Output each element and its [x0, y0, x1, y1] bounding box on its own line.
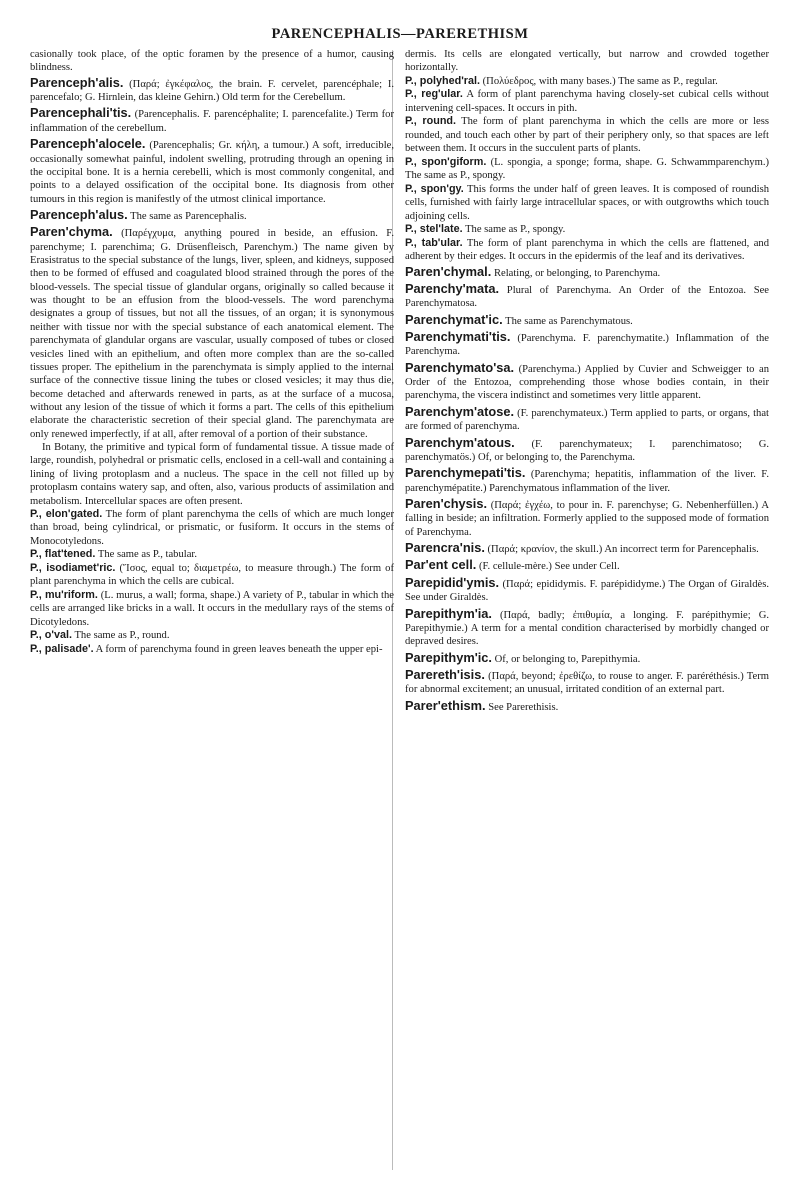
dictionary-entry [30, 224, 394, 441]
dictionary-entry [405, 667, 769, 697]
headword: Parencephali'tis. [30, 105, 132, 121]
headword: Parepithym'ia. [405, 605, 492, 621]
headword: Parenchymat'ic. [405, 311, 503, 327]
dictionary-entry [405, 575, 769, 605]
dictionary-entry [405, 606, 769, 649]
headword: Parer'ethism. [405, 697, 486, 713]
definition: The form of plant parenchyma the cells of which are much longer than broad, being cylindrical, or prismatic, or fusiform. It occurs in the stems of Monocotyledons. [30, 508, 394, 547]
right-column [405, 48, 769, 714]
definition: (Parencephalis; Gr. κήλη, a tumour.) A soft, irreducible, occasionally somewhat painful, indolent swelling, protruding through an opening in the occipital bone. It is a hernia cerebelli, which is most commonly congenital, and points to a delayed ossification of the occipital bone. Its diagnosis from other tumours in this region is manifestly of the utmost clinical importance. [30, 140, 394, 205]
definition: The same as Parenchymatous. [505, 315, 633, 327]
definition: (L. spongia, a sponge; forma, shape. G. Schwammparenchym.) The same as P., spongy. [405, 156, 769, 182]
definition: (F. parenchymateux.) Term applied to parts, or organs, that are formed of parenchyma. [405, 407, 769, 433]
definition: (Parenchyma.) Applied by Cuvier and Schweigger to an Order of the Entozoa, comprehending those whose bodies contain, in their parenchyma, the viscera indistinct and sometimes very little apparent. [405, 363, 769, 402]
sub-entry [405, 75, 769, 89]
paragraph: In Botany, the primitive and typical form of fundamental tissue. A tissue made of large, roundish, polyhedral or prismatic cells, enclosed in a cell-wall and containing a lining of living protoplasm and a nucleus. The space in the cell not filled up by protoplasm contains watery sap, and often, also, various products of assimilation and metabolism. Intercellular spaces are often present. [30, 442, 394, 507]
headword: Par'ent cell. [405, 557, 477, 573]
headword: Parenceph'alus. [30, 206, 128, 222]
definition: (Parenchyma; hepatitis, inflammation of the liver. F. parenchymépatite.) Parenchymatous inflammation of the liver. [405, 469, 769, 494]
definition: (Παρά; ἐγχέω, to pour in. F. parenchyse; G. Nebenherfüllen.) A falling in beside; an infiltration. Formerly applied to the supposed mode of formation of Parenchyma. [405, 500, 769, 538]
dictionary-entry [405, 404, 769, 434]
definition: (Παρά; epididymis. F. parépididyme.) The Organ of Giraldès. See under Giraldès. [405, 578, 769, 604]
sub-entry [405, 88, 769, 115]
headword: P., palisade'. [30, 642, 94, 655]
dictionary-entry [30, 105, 394, 135]
definition: The same as P., spongy. [465, 224, 566, 235]
dictionary-entry [405, 465, 769, 495]
sub-entry [30, 508, 394, 548]
headword: Parenceph'alocele. [30, 136, 146, 152]
headword: P., flat'tened. [30, 548, 96, 561]
dictionary-entry [405, 435, 769, 465]
headword: P., stel'late. [405, 223, 463, 235]
definition: A form of parenchyma found in green leaves beneath the upper epi- [95, 643, 383, 655]
dictionary-entry [405, 650, 769, 666]
sub-entry [405, 183, 769, 223]
definition: (Parenchyma. F. parenchymatite.) Inflammation of the Parenchyma. [405, 333, 769, 358]
sub-entry [405, 115, 769, 155]
continued-text: casionally took place, of the optic foramen by the presence of a humor, causing blindness. [30, 49, 394, 74]
headword: P., reg'ular. [405, 88, 463, 101]
definition: (Παρέγχυμα, anything poured in beside, an effusion. F. parenchyme; I. parenchima; G. Drüsenfleisch, Parenchym.) The name given by Erasistratus to the special substance of the lungs, liver, spleen, and kidneys, supposed then to be formed of effused and coagulated blood strained through the pores of the blood-vessels. The special tissue of glandular organs, originally so called because it was thought to be an effusion from the blood-vessels. The word parenchyma designates a group of tissues, but not all the tissues, of an organ; it is synonymous neither with tissue nor with the special substance of each anatomical element. The parenchymata of glandular organs are vascular, usually composed of tubes or closed vesicles lined with an epithelium, and often more complex than are the so-called tissues proper. The epithelium in the parenchymata is simply applied to the internal surface of the connective tissue lining the tubes or closed vesicles; it may thus die, become detached and afterwards renewed in parts, as at the surface of a mucosa, without any lesion of the tissue of which it forms a part. The cells of this epithelium elaborate the characteristic secretion of their special gland. The parenchymata are only renewed imperfectly, if at all, after removal of a portion of their substance. [30, 228, 394, 440]
continued-text: dermis. Its cells are elongated vertically, but narrow and crowded together horizontally. [405, 49, 769, 74]
definition: (F. cellule-mère.) See under Cell. [478, 561, 620, 573]
definition: The form of plant parenchyma in which the cells are flattened, and adherent by their edges. It occurs in the epidermis of the leaf and its derivatives. [405, 237, 769, 263]
sub-entry [30, 629, 394, 643]
definition: (Παρά; ἐγκέφαλος, the brain. F. cervelet, parencéphale; I. parencefalo; G. Hirnlein, das kleine Gehirn.) Old term for the Cerebellum. [30, 78, 394, 104]
headword: P., isodiamet'ric. [30, 561, 116, 574]
headword: Paren'chymal. [405, 263, 492, 279]
headword: Parenchym'atous. [405, 434, 515, 450]
definition: (F. parenchymateux; I. parenchimatoso; G. parenchymatös.) Of, or belonging to, the Parenchyma. [405, 438, 770, 463]
dictionary-entry [405, 698, 769, 714]
dictionary-entry [405, 312, 769, 328]
dictionary-entry [405, 540, 769, 556]
definition: (Παρά, badly; ἐπιθυμία, a longing. F. parépithymie; G. Parepithymie.) A term for a mental condition characterised by morbidly changed or depraved desires. [405, 609, 769, 648]
dictionary-entry [405, 557, 769, 573]
headword: Parenchy'mata. [405, 280, 500, 296]
headword: P., spon'gy. [405, 182, 464, 195]
headword: Parenceph'alis. [30, 74, 124, 90]
definition: The same as P., tabular. [97, 549, 197, 561]
headword: Parencra'nis. [405, 540, 485, 556]
sub-entry [405, 156, 769, 183]
headword: Parenchymati'tis. [405, 329, 511, 345]
headword: P., o'val. [30, 629, 72, 642]
headword: Parepithym'ic. [405, 649, 492, 665]
dictionary-entry [30, 75, 394, 105]
definition: (Παρά, beyond; ἐρεθίζω, to rouse to anger. F. paréréthésis.) Term for abnormal excitement; an unusual, irritated condition of an external part. [405, 670, 769, 696]
dictionary-entry [405, 264, 769, 280]
sub-entry [30, 562, 394, 589]
definition: A form of plant parenchyma having closely-set cubical cells without intervening cell-spaces. It occurs in pith. [405, 89, 769, 114]
headword: P., tab'ular. [405, 236, 463, 249]
headword: Parenchymato'sa. [405, 359, 515, 375]
dictionary-entry [30, 136, 394, 206]
dictionary-entry [405, 329, 769, 359]
headword: Parereth'isis. [405, 666, 485, 682]
headword: P., round. [405, 115, 457, 128]
sub-entry [405, 223, 769, 237]
definition: Relating, or belonging, to Parenchyma. [493, 267, 661, 279]
left-column [30, 48, 394, 656]
definition: (Parencephalis. F. parencéphalite; I. parencefalite.) Term for inflammation of the cerebellum. [30, 109, 394, 134]
dictionary-entry [405, 496, 769, 539]
sub-entry [30, 589, 394, 629]
running-head: PARENCEPHALIS—PARERETHISM [271, 26, 529, 42]
definition: (L. murus, a wall; forma, shape.) A variety of P., tabular in which the cells are arranged like bricks in a wall. It occurs in the medullary rays of the stems of Dicotyledons. [30, 589, 394, 628]
definition: The same as P., round. [74, 630, 170, 642]
headword: P., elon'gated. [30, 507, 103, 520]
definition: The form of plant parenchyma in which the cells are more or less rounded, and touch each other by part of their periphery only, so that spaces are left between them. It occurs in the succulent parts of plants. [405, 116, 770, 155]
headword: P., spon'giform. [405, 155, 487, 168]
headword: Parenchym'atose. [405, 403, 515, 419]
definition: The same as Parencephalis. [130, 210, 247, 222]
dictionary-entry [405, 360, 769, 403]
sub-entry [30, 548, 394, 562]
headword: Paren'chysis. [405, 496, 488, 511]
dictionary-entry [30, 207, 394, 223]
headword: Paren'chyma. [30, 224, 113, 240]
headword: P., mu'riform. [30, 588, 98, 601]
headword: Parepidid'ymis. [405, 574, 500, 590]
definition: (Πολύεδρος, with many bases.) The same as P., regular. [482, 75, 718, 87]
headword: Parenchymepati'tis. [405, 465, 526, 481]
definition: Of, or belonging to, Parepithymia. [494, 653, 641, 665]
headword: P., polyhed'ral. [405, 74, 480, 87]
definition: Plural of Parenchyma. An Order of the Entozoa. See Parenchymatosa. [405, 284, 769, 310]
definition: This forms the under half of green leaves. It is composed of roundish cells, furnished with fairly large intracellular spaces, or with outgrowths which touch adjoining cells. [405, 183, 769, 222]
definition: (Ἴσος, equal to; διαμετρέω, to measure through.) The form of plant parenchyma in which the cells are cubical. [30, 562, 394, 588]
dictionary-entry [405, 281, 769, 311]
sub-entry [30, 643, 394, 657]
sub-entry [405, 237, 769, 264]
definition: See Parerethisis. [488, 701, 559, 713]
definition: (Παρά; κρανίον, the skull.) An incorrect term for Parencephalis. [487, 544, 759, 556]
